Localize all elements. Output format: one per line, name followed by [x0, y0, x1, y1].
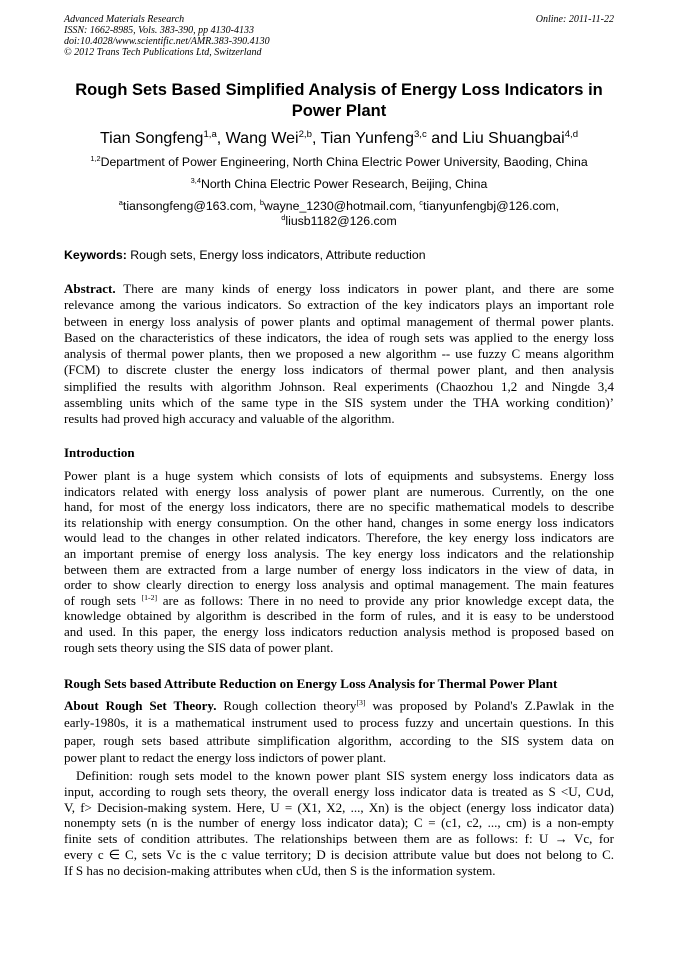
author-separator: , — [311, 130, 321, 147]
authors — [40, 129, 638, 149]
text-line: power plant to redact the energy loss indictors of power plant. — [64, 749, 387, 765]
affiliation-text: Department of Power Engineering, North China Electric Power University, Baoding, China — [100, 155, 588, 169]
text-line — [64, 593, 614, 609]
text-span: was proposed by Poland's Z.Pawlak in the — [365, 698, 615, 713]
text-line: input, according to rough sets theory, the overall energy loss indicator data is treated as S <U, C∪d, — [64, 783, 614, 799]
text-line: order to show clearly direction to energy loss analysis and optimal management. The main features — [64, 577, 614, 593]
email-sup: b — [259, 198, 264, 208]
text-line: an important premise of energy loss analysis. The key energy loss indicators and the relationship — [64, 545, 614, 561]
text-line: Power plant is a huge system which consists of lots of equipments and subsystems. Energy loss — [64, 468, 614, 483]
text-line: hand, for most of the energy loss indicators, there are no specific mathematical models to describe — [64, 499, 614, 515]
emails — [40, 199, 638, 229]
affiliation-2 — [40, 177, 638, 192]
email-sup: d — [281, 213, 286, 223]
email[interactable]: liusb1182@126.com — [285, 214, 397, 228]
text-line: and used. In this paper, the energy loss indicators reduction analysis method is proposed based on — [64, 623, 614, 639]
author-separator: and — [426, 130, 463, 147]
definition-paragraph — [64, 768, 614, 879]
abstract — [64, 281, 614, 427]
text-span: Rough collection theory — [216, 698, 357, 713]
text-line: rough sets theory using the SIS data of power plant. — [64, 639, 334, 655]
email-sup: c — [419, 198, 423, 208]
issn: ISSN: 1662-8985, Vols. 383-390, pp 4130-4133 — [64, 25, 254, 36]
author-separator: , — [216, 130, 226, 147]
text-line: paper, rough sets based attribute simplification algorithm, according to the SIS system data on — [64, 732, 614, 748]
author-sup: 2,b — [298, 128, 312, 140]
affiliation-1 — [40, 155, 638, 170]
text-line: finite sets of condition attributes. The relationships between them are as follows: f: U → Vc, for — [64, 831, 614, 847]
text-span: are as follows: There in no need to provide any prior knowledge except data, the — [157, 592, 614, 608]
text-line: Definition: rough sets model to the known power plant SIS system energy loss indicators data as — [76, 768, 614, 783]
text-line: If S has no decision-making attributes when cUd, then S is the information system. — [64, 862, 496, 878]
journal-name: Advanced Materials Research — [64, 14, 185, 25]
text-line: analysis of thermal power plants, then we proposed a new algorithm -- use fuzzy C means algorithm — [64, 346, 614, 361]
email-sup: a — [118, 198, 123, 208]
journal-header — [64, 14, 270, 58]
text-line: knowledge obtained by algorithm is described in the form of rules, and it is easy to be understood — [64, 608, 614, 624]
introduction-body — [64, 468, 614, 655]
run-in-heading: About Rough Set Theory. — [64, 698, 217, 713]
text-line: V, f> Decision-making system. Here, U = (X1, X2, ..., Xn) is the object (energy loss indicator data) — [64, 799, 614, 815]
section-heading-introduction: Introduction — [64, 445, 135, 460]
text-line: between in energy loss analysis of power plants and optimal management of thermal power plants. — [64, 313, 614, 329]
affiliation-sup: 1,2 — [90, 154, 101, 164]
paper-title: Rough Sets Based Simplified Analysis of Energy Loss Indicators in Power Plant — [75, 81, 603, 120]
text-span: There are many kinds of energy loss indicators in power plant, and there are some — [115, 281, 614, 296]
author-sup: 3,c — [413, 128, 427, 140]
author-name: Tian Songfeng — [99, 130, 204, 147]
about-rough-set-paragraph — [64, 697, 614, 766]
text-line: indicators related with energy loss analysis of power plant are numerous. Currently, on the one — [64, 483, 614, 499]
keywords — [64, 248, 426, 263]
email[interactable]: tianyunfengbj@126.com, — [422, 199, 560, 213]
doi: doi:10.4028/www.scientific.net/AMR.383-390.4130 — [64, 36, 270, 47]
online-date: Online: 2011-11-22 — [535, 14, 614, 25]
section-heading-attribute-reduction: Rough Sets based Attribute Reduction on Energy Loss Analysis for Thermal Power Plant — [64, 676, 558, 691]
author-sup: 4,d — [564, 128, 579, 140]
author-name: Wang Wei — [225, 130, 299, 147]
citation: [3] — [356, 697, 366, 707]
citation: [1-2] — [141, 592, 158, 602]
copyright: © 2012 Trans Tech Publications Ltd, Switzerland — [64, 47, 262, 58]
text-line: its relationship with energy consumption. On the other hand, changes in some energy loss indicators — [64, 514, 614, 530]
text-line — [64, 697, 614, 714]
text-line: between them are extracted from a large number of energy loss indicators in the view of data, in — [64, 561, 614, 577]
email[interactable]: tiansongfeng@163.com, — [122, 199, 260, 213]
affiliation-text: North China Electric Power Research, Beijing, China — [200, 177, 488, 191]
text-line: would lead to the changes in other related indicators. Therefore, the key energy loss indicators are — [64, 530, 614, 546]
keywords-text: Rough sets, Energy loss indicators, Attribute reduction — [126, 248, 426, 262]
run-in-heading: Abstract. — [64, 281, 116, 296]
text-line: results had proved high accuracy and valuable of the algorithm. — [64, 411, 395, 426]
text-span: of rough sets — [64, 592, 142, 608]
text-line: Based on the characteristics of these indicators, the idea of rough sets was applied to the energy loss — [64, 329, 614, 345]
text-line: nonempty sets (n is the number of energy loss indicator data); C = (c1, c2, ..., cm) is a non-empty — [64, 815, 614, 831]
text-line: every c ∈ C, sets Vc is the c value territory; D is decision attribute value but does not belong to C. — [64, 846, 614, 862]
email[interactable]: wayne_1230@hotmail.com, — [263, 199, 420, 213]
text-line: assembling units which of the same type in the SIS system under the THA working condition)’ — [64, 394, 614, 410]
text-line: simplified the results with algorithm Johnson. Real experiments (Chaozhou 1,2 and Ningde 3,4 — [64, 378, 614, 394]
keywords-label: Keywords: — [64, 248, 127, 262]
text-line — [64, 281, 614, 297]
text-line: (FCM) to discrete cluster the energy loss indicators of thermal power plant, and then analysis — [64, 362, 614, 378]
affiliation-sup: 3,4 — [190, 176, 201, 186]
author-sup: 1,a — [203, 128, 217, 140]
author-name: Liu Shuangbai — [462, 130, 565, 147]
text-line: early-1980s, it is a mathematical instrument used to process fuzzy and uncertain questions. In this — [64, 715, 614, 731]
text-line: relevance among the various indicators. So extraction of the key indicators plays an important role — [64, 297, 614, 313]
author-name: Tian Yunfeng — [320, 130, 414, 147]
